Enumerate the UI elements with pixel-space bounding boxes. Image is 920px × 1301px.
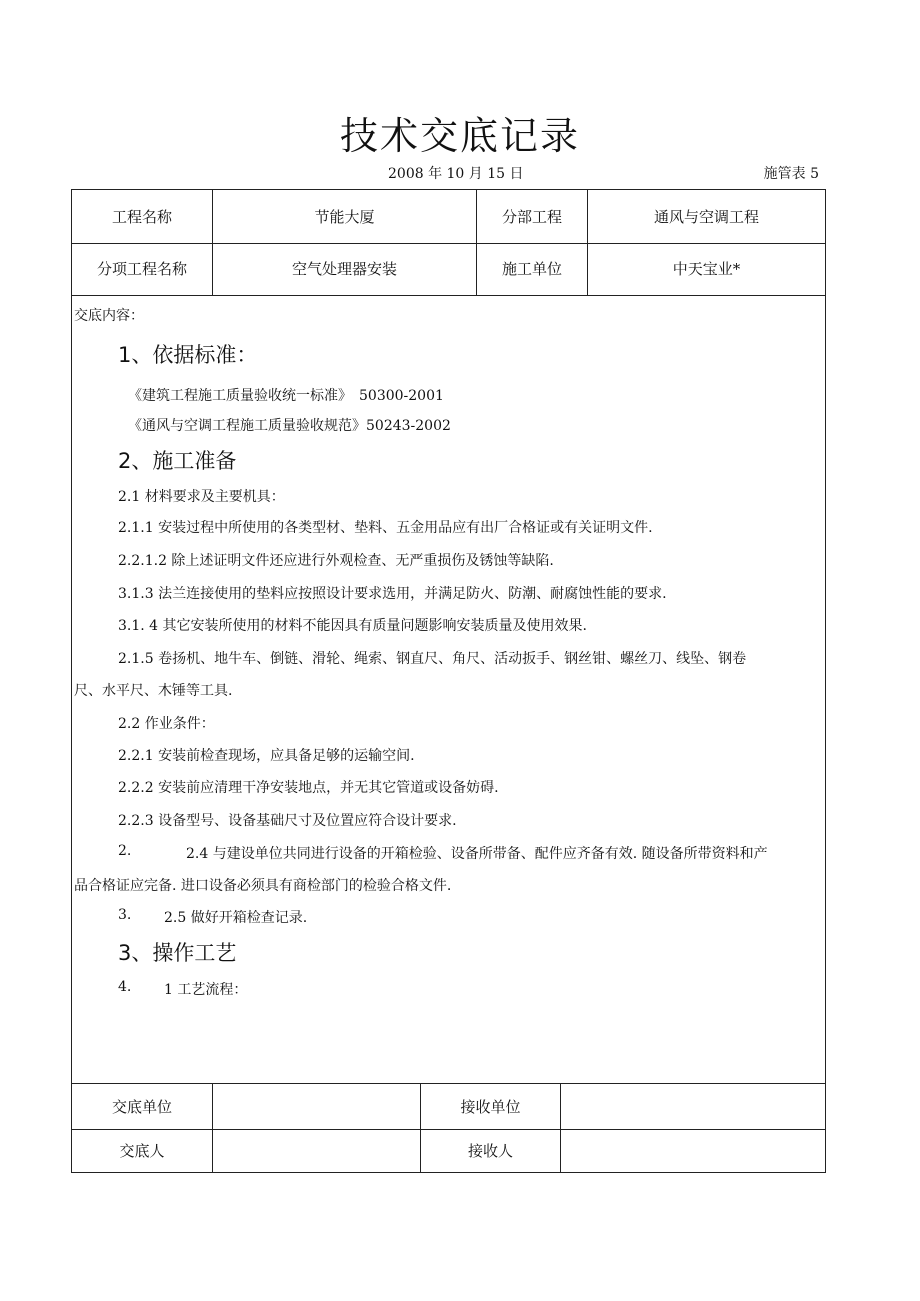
paragraph: 2.2.1 安装前检查现场，应具备足够的运输空间. <box>118 748 415 764</box>
section-heading-2: 2、施工准备 <box>118 449 237 473</box>
paragraph: 2.1.5 卷扬机、地牛车、倒链、滑轮、绳索、钢直尺、角尺、活动扳手、钢丝钳、螺丝刀、线坠、钢卷 <box>118 651 747 667</box>
header-row <box>72 190 825 244</box>
list-number: 4. <box>118 979 132 995</box>
section-heading-1: 1、依据标准： <box>118 343 258 367</box>
division-label: 分部工程 <box>477 190 588 243</box>
header-table <box>71 189 826 296</box>
to-unit-label: 接收单位 <box>421 1084 561 1129</box>
division-value: 通风与空调工程 <box>653 208 759 226</box>
record-date: 2008 年 10 月 15 日 <box>388 166 524 182</box>
header-row <box>72 242 825 295</box>
signature-table <box>71 1083 826 1173</box>
section-heading-3: 3、操作工艺 <box>118 941 237 965</box>
paragraph: 品合格证应完备. 进口设备必须具有商检部门的检验合格文件. <box>74 878 452 894</box>
paragraph: 尺、水平尺、木锤等工具. <box>74 683 233 699</box>
content-intro: 交底内容： <box>74 308 144 324</box>
to-unit-field[interactable] <box>561 1084 825 1129</box>
project-name-value: 节能大厦 <box>213 190 477 243</box>
paragraph: 2.5 做好开箱检查记录. <box>164 910 308 926</box>
paragraph: 2.4 与建设单位共同进行设备的开箱检验、设备所带备、配件应齐备有效. 随设备所带资料和产 <box>186 846 768 862</box>
unit-label: 施工单位 <box>477 242 588 295</box>
paragraph: 3.1. 4 其它安装所使用的材料不能因具有质量问题影响安装质量及使用效果. <box>118 618 587 634</box>
paragraph: 2.1 材料要求及主要机具： <box>118 489 285 505</box>
to-person-label: 接收人 <box>421 1128 561 1173</box>
paragraph: 1 工艺流程： <box>164 982 248 998</box>
project-name-label: 工程名称 <box>72 190 213 243</box>
content-area <box>71 295 826 1084</box>
form-number: 施管表 5 <box>763 166 819 182</box>
page-title: 技术交底记录 <box>339 114 580 158</box>
paragraph: 2.2 作业条件： <box>118 716 215 732</box>
from-person-label: 交底人 <box>72 1128 213 1173</box>
paragraph: 2.1.1 安装过程中所使用的各类型材、垫料、五金用品应有出厂合格证或有关证明文件. <box>118 520 653 536</box>
subitem-label: 分项工程名称 <box>72 242 213 295</box>
standard-line-2: 《通风与空调工程施工质量验收规范》50243-2002 <box>128 418 451 434</box>
unit-value: 中天宝业* <box>672 260 741 278</box>
paragraph: 2.2.2 安装前应清理干净安装地点，并无其它管道或设备妨碍. <box>118 780 499 796</box>
paragraph: 2.2.1.2 除上述证明文件还应进行外观检查、无严重损伤及锈蚀等缺陷. <box>118 553 554 569</box>
to-person-field[interactable] <box>561 1128 825 1173</box>
list-number: 3. <box>118 907 132 923</box>
from-unit-field[interactable] <box>213 1084 421 1129</box>
from-person-field[interactable] <box>213 1128 421 1173</box>
list-number: 2. <box>118 843 132 859</box>
from-unit-label: 交底单位 <box>72 1084 213 1129</box>
signature-row <box>72 1084 825 1130</box>
standard-line-1: 《建筑工程施工质量验收统一标准》 50300-2001 <box>128 388 444 404</box>
paragraph: 2.2.3 设备型号、设备基础尺寸及位置应符合设计要求. <box>118 813 457 829</box>
signature-row <box>72 1128 825 1173</box>
paragraph: 3.1.3 法兰连接使用的垫料应按照设计要求选用，并满足防火、防潮、耐腐蚀性能的要求. <box>118 586 667 602</box>
subitem-value: 空气处理器安装 <box>213 242 477 295</box>
